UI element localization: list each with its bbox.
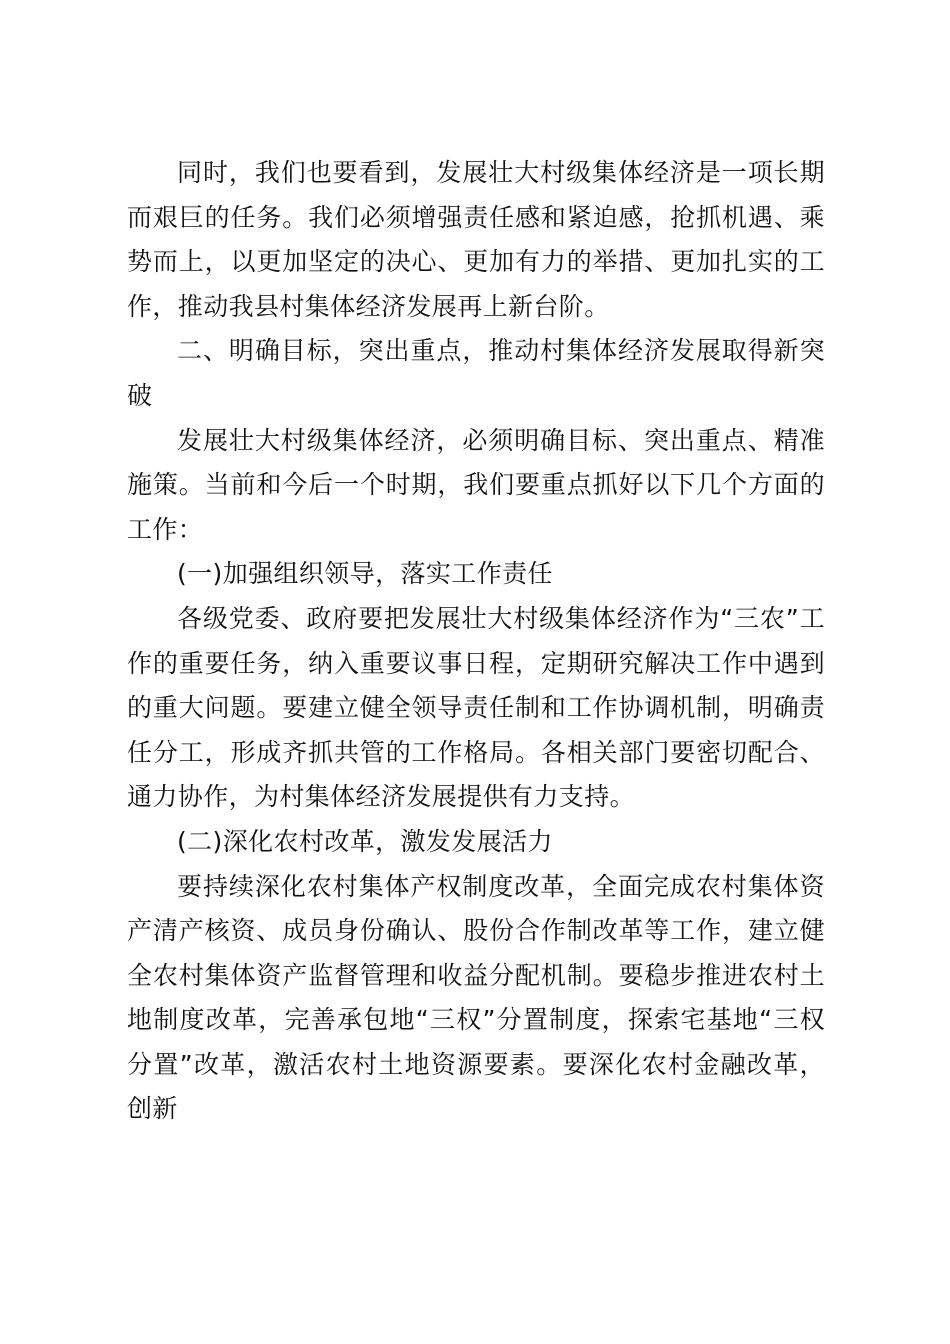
paragraph-reform: 要持续深化农村集体产权制度改革，全面完成农村集体资产清产核资、成员身份确认、股份合作制改革等工作，建立健全农村集体资产监督管理和收益分配机制。要稳步推进农村土地制度改革，完善承包地“三权”分置制度，探索宅基地“三权分置”改革，激活农村土地资源要素。要深化农村金融改革，创新 — [127, 871, 825, 1124]
document-body — [127, 151, 825, 1132]
paragraph-targets: 发展壮大村级集体经济，必须明确目标、突出重点、精准施策。当前和今后一个时期，我们要重点抓好以下几个方面的工作： — [127, 425, 825, 544]
section-heading-2: 二、明确目标，突出重点，推动村集体经济发展取得新突破 — [127, 336, 825, 410]
paragraph-leadership: 各级党委、政府要把发展壮大村级集体经济作为“三农”工作的重要任务，纳入重要议事日程，定期研究解决工作中遇到的重大问题。要建立健全领导责任制和工作协调机制，明确责任分工，形成齐抓共管的工作格局。各相关部门要密切配合、通力协作，为村集体经济发展提供有力支持。 — [127, 603, 825, 812]
paragraph-long-term-task: 同时，我们也要看到，发展壮大村级集体经济是一项长期而艰巨的任务。我们必须增强责任感和紧迫感，抢抓机遇、乘势而上，以更加坚定的决心、更加有力的举措、更加扎实的工作，推动我县村集体经济发展再上新台阶。 — [127, 158, 825, 321]
subheading-1: (一)加强组织领导，落实工作责任 — [177, 559, 553, 589]
subheading-2: (二)深化农村改革，激发发展活力 — [177, 826, 553, 856]
